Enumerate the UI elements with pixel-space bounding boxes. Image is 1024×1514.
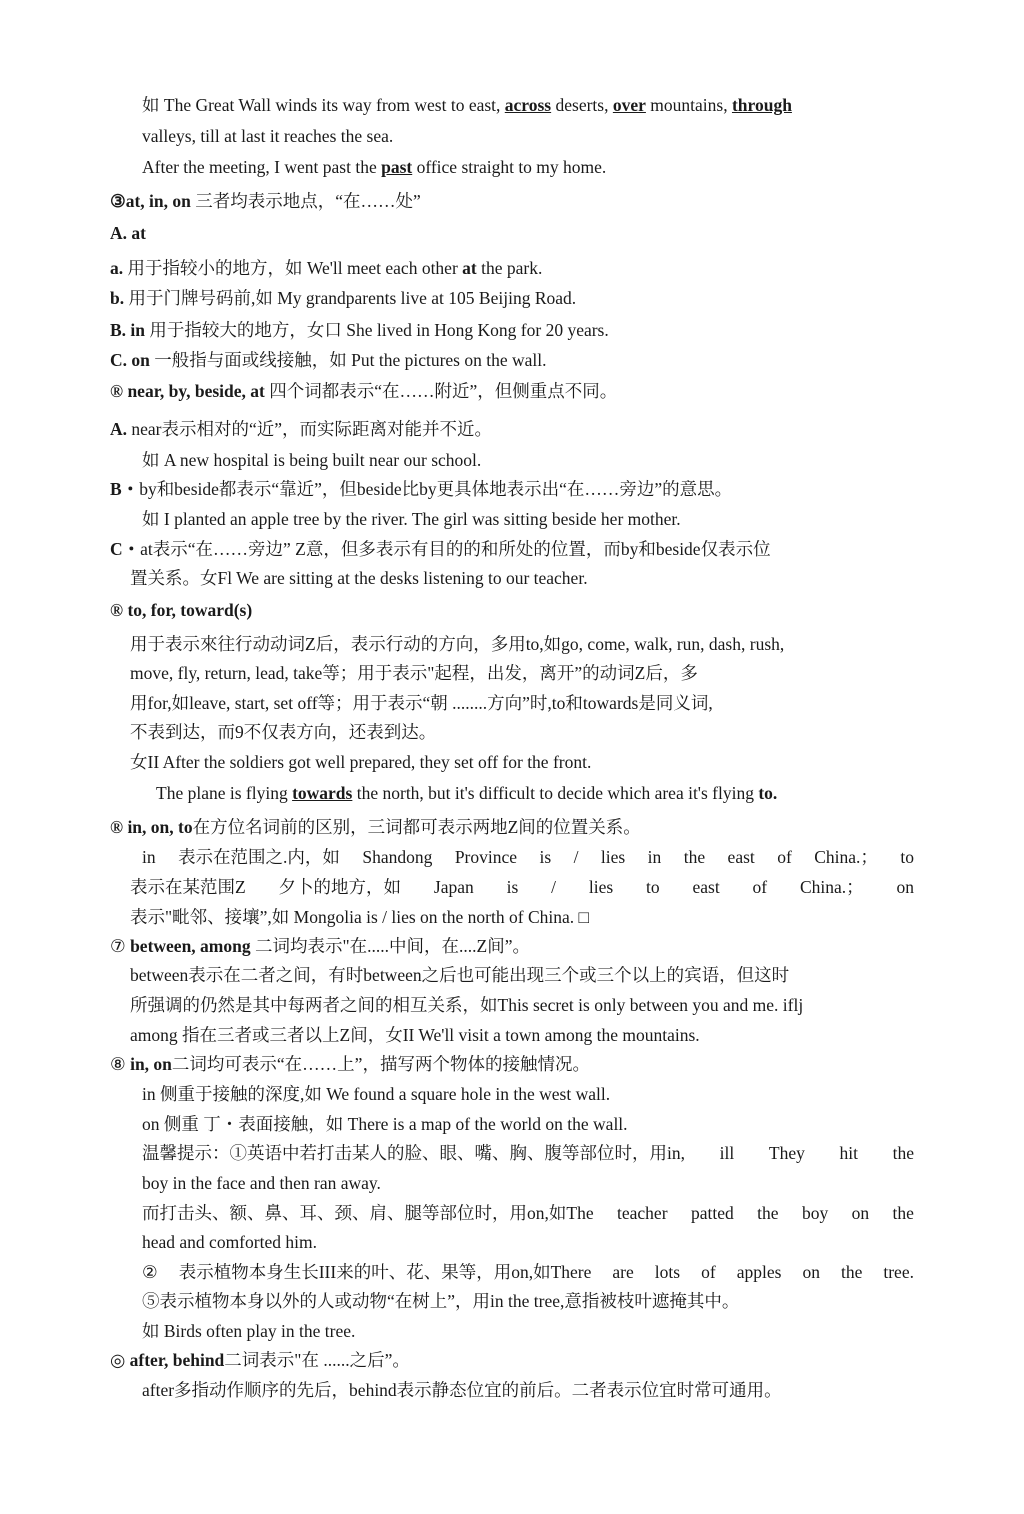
line-34: on 侧重 丁・表面接触，如 There is a map of the world on the wall.: [142, 1114, 628, 1134]
line-1: 如 The Great Wall winds its way from west to east, across deserts, over mountains, through: [142, 95, 792, 115]
line-5: A. at: [110, 223, 146, 243]
line-14: 如 I planted an apple tree by the river. The girl was sitting beside her mother.: [142, 509, 681, 529]
line-7: b. 用于门牌号码前,如 My grandparents live at 105 Beijing Road.: [110, 288, 577, 308]
section-heading: ◎ after, behind二词表示"在 ......之后”。: [110, 1350, 410, 1370]
section-heading: ⑦ between, among 二词均表示"在.....中间，在....Z间”。: [110, 936, 530, 956]
line-12: 如 A new hospital is being built near our school.: [142, 450, 482, 470]
section-heading: ® near, by, beside, at 四个词都表示“在……附近”，但侧重点不同。: [110, 381, 618, 401]
line-16: 置关系。女Fl We are sitting at the desks listening to our teacher.: [130, 568, 588, 588]
section-heading: ® to, for, toward(s): [110, 600, 253, 620]
line-11: A. near表示相对的“近”，而实际距离对能并不近。: [110, 419, 493, 439]
line-41: 如 Birds often play in the tree.: [142, 1321, 356, 1341]
line-20: 用for,如leave, start, set off等；用于表示“朝 ........方向”时,to和towards是同义词,: [130, 693, 713, 713]
line-15: C・at表示“在……旁边” Z意，但多表示有目的的和所处的位置，而by和beside仅表示位: [110, 539, 771, 559]
line-39: ② 表示植物本身生长III来的叶、花、果等，用on,如There are lots of apples on the tree.: [142, 1262, 914, 1282]
line-3: After the meeting, I went past the past office straight to my home.: [142, 157, 607, 177]
line-2: valleys, till at last it reaches the sea.: [142, 126, 394, 146]
line-40: ⑤表示植物本身以外的人或动物“在树上”，用in the tree,意指被枝叶遮掩其中。: [142, 1291, 740, 1311]
line-23: The plane is flying towards the north, but it's difficult to decide which area it's flying to.: [156, 783, 778, 803]
line-29: between表示在二者之间，有时between之后也可能出现三个或三个以上的宾语，但这时: [130, 965, 790, 985]
section-heading: ® in, on, to在方位名词前的区别，三词都可表示两地Z间的位置关系。: [110, 817, 641, 837]
line-30: 所强调的仍然是其中每两者之间的相互关系，如This secret is only between you and me. iflj: [130, 995, 804, 1015]
line-19: move, fly, return, lead, take等；用于表示"起程，出发，离开”的动词Z后，多: [130, 663, 698, 683]
line-38: head and comforted him.: [142, 1232, 317, 1252]
line-43: after多指动作顺序的先后，behind表示静态位宜的前后。二者表示位宜时常可通用。: [142, 1380, 782, 1400]
line-35: 温馨提示：①英语中若打击某人的脸、眼、嘴、胸、腹等部位时，用in, ill They hit the: [142, 1143, 914, 1163]
line-31: among 指在三者或三者以上Z间，女II We'll visit a town among the mountains.: [130, 1025, 700, 1045]
line-6: a. 用于指较小的地方，如 We'll meet each other at the park.: [110, 258, 543, 278]
line-37: 而打击头、额、鼻、耳、颈、肩、腿等部位时，用on,如The teacher patted the boy on the: [142, 1203, 914, 1223]
line-9: C. on 一般指与面或线接触，如 Put the pictures on the wall.: [110, 350, 547, 370]
line-8: B. in 用于指较大的地方，女口 She lived in Hong Kong for 20 years.: [110, 320, 609, 340]
line-21: 不表到达，而9不仅表方向，还表到达。: [130, 722, 437, 742]
line-33: in 侧重于接触的深度,如 We found a square hole in the west wall.: [142, 1084, 611, 1104]
line-22: 女II After the soldiers got well prepared, they set off for the front.: [130, 752, 592, 772]
line-36: boy in the face and then ran away.: [142, 1173, 381, 1193]
section-heading: ③at, in, on 三者均表示地点，“在……处”: [110, 191, 421, 211]
line-13: B・by和beside都表示“靠近”，但beside比by更具体地表示出“在……旁边”的意思。: [110, 479, 733, 499]
line-25: in 表示在范围之.内，如 Shandong Province is / lies in the east of China.； to: [142, 847, 914, 867]
section-heading: ⑧ in, on二词均可表示“在……上”，描写两个物体的接触情况。: [110, 1054, 590, 1074]
line-26: 表示在某范围Z 夕卜的地方，如 Japan is / lies to east of China.； on: [130, 877, 914, 897]
line-18: 用于表示來往行动动词Z后，表示行动的方向，多用to,如go, come, walk, run, dash, rush,: [130, 634, 785, 654]
line-27: 表示"毗邻、接壤”,如 Mongolia is / lies on the north of China. □: [130, 907, 590, 927]
